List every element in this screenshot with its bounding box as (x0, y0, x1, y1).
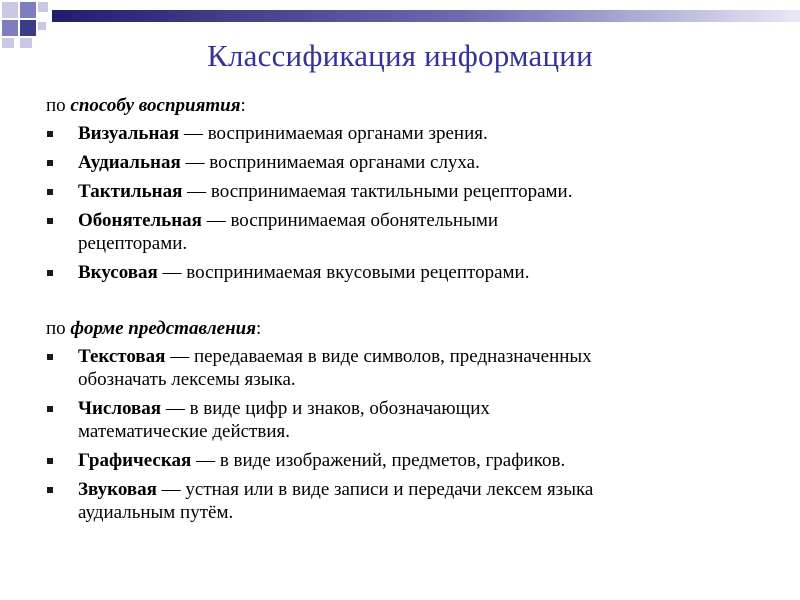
list-item: Обонятельная — воспринимаемая обонятельными рецепторами. (78, 210, 499, 254)
bullet-icon (47, 458, 53, 464)
title-bar-gradient (52, 10, 800, 22)
list-item: Визуальная — воспринимаемая органами зрения. (78, 123, 488, 144)
deco-square (20, 20, 36, 36)
list-item: Тактильная — воспринимаемая тактильными рецепторами. (78, 181, 573, 202)
list-item: Вкусовая — воспринимаемая вкусовыми рецепторами. (78, 262, 530, 283)
bullet-icon (47, 354, 53, 360)
list-item: Звуковая — устная или в виде записи и передачи лексем языка аудиальным путём. (78, 479, 594, 523)
bullet-icon (47, 189, 53, 195)
section-heading-form: по форме представления: (46, 318, 262, 339)
deco-square (20, 2, 36, 18)
deco-square (2, 20, 18, 36)
section-heading-text: форме представления (70, 318, 257, 339)
bullet-icon (47, 406, 53, 412)
bullet-icon (47, 487, 53, 493)
section-heading-perception: по способу восприятия: (46, 95, 246, 116)
list-item: Аудиальная — воспринимаемая органами слуха. (78, 152, 480, 173)
deco-square (2, 2, 18, 18)
deco-square (38, 2, 48, 12)
list-item: Графическая — в виде изображений, предметов, графиков. (78, 450, 566, 471)
bullet-icon (47, 160, 53, 166)
list-item: Числовая — в виде цифр и знаков, обозначающих математические действия. (78, 398, 490, 442)
slide-title: Классификация информации (207, 38, 593, 73)
bullet-icon (47, 218, 53, 224)
deco-square (38, 22, 46, 30)
bullet-icon (47, 270, 53, 276)
section-heading-text: способу восприятия (70, 95, 241, 116)
bullet-icon (47, 131, 53, 137)
list-item: Текстовая — передаваемая в виде символов, предназначенных обозначать лексемы языка. (78, 346, 592, 390)
